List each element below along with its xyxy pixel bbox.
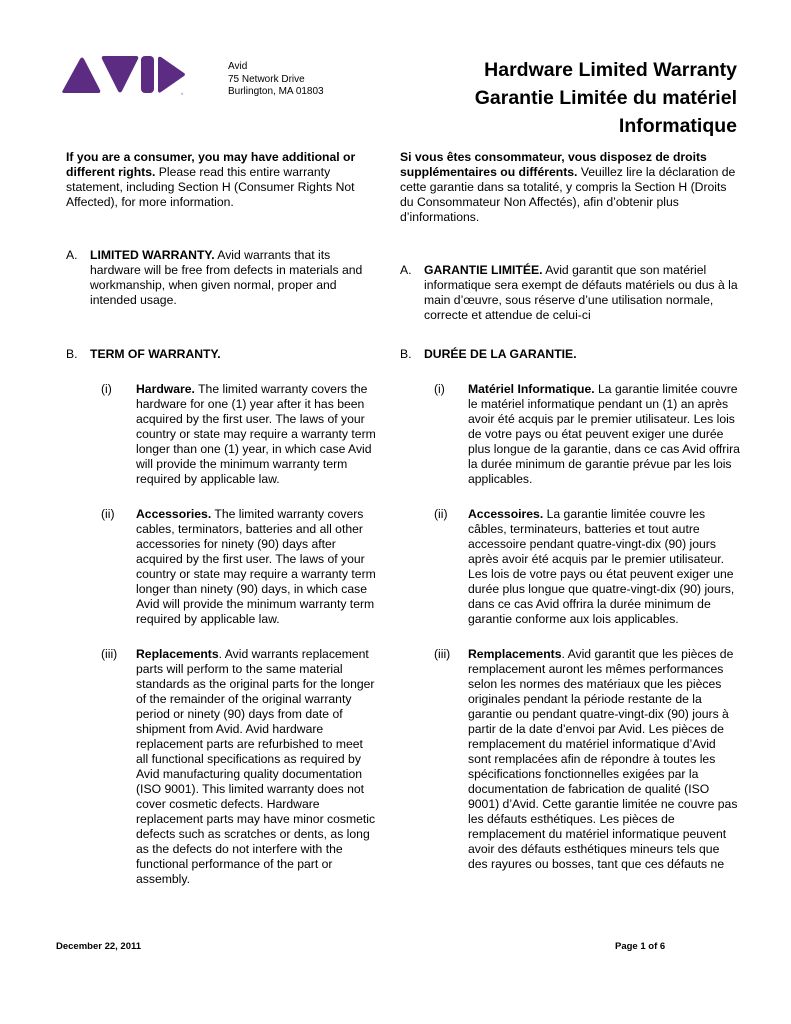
section-heading: TERM OF WARRANTY. (90, 347, 221, 361)
subsection-number: (ii) (101, 507, 115, 521)
intro-text: Please read this entire warranty statement, including Section H (Consumer Rights Not Affected), for more information. (66, 165, 355, 209)
section-a-limited-warranty (66, 248, 376, 308)
section-letter: A. (66, 248, 78, 262)
logo-i-bar (141, 56, 154, 93)
address-line-company: Avid (228, 61, 248, 72)
subsection-number: (i) (434, 382, 445, 396)
subsection-number: (ii) (434, 507, 448, 521)
section-letter: B. (400, 347, 412, 361)
footer-page-number: Page 1 of 6 (615, 941, 666, 952)
subsection-heading: Accessories. (136, 507, 212, 521)
logo-d-shape (158, 57, 185, 93)
subsection-heading: Remplacements (468, 647, 562, 661)
logo-v-triangle (102, 56, 139, 93)
section-b-duree-garantie (400, 347, 740, 362)
subsection-text: La garantie limitée couvre les câbles, terminateurs, batteries et tout autre accessoire pendant quatre-vingt-dix (90) jours après avoir été acquis par le premier utilisateur. Les lois de votre pays ou état peuvent exiger une durée plus longue que quatre-vingt-dix (90) jours, dans ce cas Avid offrira la durée minimum de garantie conforme aux lois applicables. (468, 507, 735, 626)
section-a-garantie-limitee (400, 263, 740, 323)
subsection-replacements (66, 647, 376, 887)
intro-text: Veuillez lire la déclaration de cette garantie dans sa totalité, y compris la Section H (Droits du Consommateur Non Affectés), afin d’obtenir plus d’informations. (400, 165, 736, 224)
subsection-number: (iii) (101, 647, 118, 661)
subsection-remplacements (400, 647, 740, 872)
section-b-term-of-warranty (66, 347, 376, 362)
subsection-hardware (66, 382, 376, 487)
section-letter: B. (66, 347, 78, 361)
svg-text:®: ® (181, 92, 184, 96)
address-line-street: 75 Network Drive (228, 73, 305, 85)
english-column (66, 150, 376, 907)
title-french-line2: Informatique (618, 115, 737, 137)
address-line-city: Burlington, MA 01803 (228, 86, 324, 98)
subsection-text: . Avid garantit que les pièces de remplacement auront les mêmes performances selon les normes des matériaux que les pièces originales pendant la période restante de la garantie ou pendant quatre-vingt-dix (90) jours à partir de la date d’envoi par Avid. Les pièces de remplacement du matériel informatique d’Avid sont remplacées afin de répondre à toutes les spécifications fonctionnelles exigées par la documentation de fabrication de qualité (ISO 9001) d’Avid. Cette garantie limitée ne couvre pas les défauts esthétiques. Les pièces de remplacement du matériel informatique peuvent avoir des défauts esthétiques mineurs tels que des rayures ou bosses, tant que ces défauts ne (468, 647, 738, 871)
section-text: Avid warrants that its hardware will be free from defects in materials and workmanship, when given normal, proper and intended usage. (90, 248, 363, 307)
logo-a-triangle (62, 58, 100, 94)
subsection-text: The limited warranty covers the hardware for one (1) year after it has been acquired by the first user. The laws of your country or state may require a warranty term longer than one (1) year, in which case Avid will provide the minimum warranty term required by applicable law. (136, 382, 376, 486)
subsection-heading: Accessoires. (468, 507, 544, 521)
subsection-text: . Avid warrants replacement parts will perform to the same material standards as the original parts for the longer of the remainder of the original warranty period or ninety (90) days from date of shipment from Avid. Avid hardware replacement parts are refurbished to meet all functional specifications as required by Avid manufacturing quality documentation (ISO 9001). This limited warranty does not cover cosmetic defects. Hardware replacement parts may have minor cosmetic defects such as scratches or dents, as long as the defects do not interfere with the functional performance of the part or assembly. (136, 647, 376, 886)
subsection-heading: Replacements (136, 647, 219, 661)
section-heading: GARANTIE LIMITÉE. (424, 263, 543, 277)
document-title (475, 56, 737, 140)
intro-bold: If you are a consumer, you may have additional or different rights. (66, 150, 356, 179)
avid-logo (62, 56, 186, 96)
consumer-rights-intro-fr (400, 150, 740, 225)
subsection-materiel (400, 382, 740, 487)
section-heading: DURÉE DE LA GARANTIE. (424, 347, 577, 361)
section-text: Avid garantit que son matériel informatique sera exempt de défauts matériels ou dus à la main d’œuvre, sous réserve d’une utilisation normale, correcte et attendue de celui-ci (424, 263, 738, 322)
french-column (400, 150, 740, 892)
subsection-heading: Hardware. (136, 382, 195, 396)
intro-bold: Si vous êtes consommateur, vous disposez de droits supplémentaires ou différents. (400, 150, 707, 179)
subsection-accessoires (400, 507, 740, 627)
title-english: Hardware Limited Warranty (484, 59, 737, 81)
subsection-heading: Matériel Informatique. (468, 382, 595, 396)
subsection-text: La garantie limitée couvre le matériel informatique pendant un (1) an après avoir été acquis par le premier utilisateur. Les lois de votre pays ou état peuvent exiger une durée plus longue de la garantie, dans ce cas Avid offrira la durée minimum de garantie prévue par les lois applicables. (468, 382, 740, 486)
title-french-line1: Garantie Limitée du matériel (474, 87, 737, 109)
section-letter: A. (400, 263, 412, 277)
section-heading: LIMITED WARRANTY. (90, 248, 215, 262)
footer-date: December 22, 2011 (56, 941, 142, 952)
subsection-number: (i) (101, 382, 112, 396)
subsection-text: The limited warranty covers cables, terminators, batteries and all other accessories for ninety (90) days after acquired by the first user. The laws of your country or state may require a warranty term longer than ninety (90) days, in which case Avid will provide the minimum warranty term required by applicable law. (136, 507, 376, 626)
consumer-rights-intro (66, 150, 376, 210)
subsection-accessories (66, 507, 376, 627)
subsection-number: (iii) (434, 647, 451, 661)
company-address (228, 61, 324, 99)
